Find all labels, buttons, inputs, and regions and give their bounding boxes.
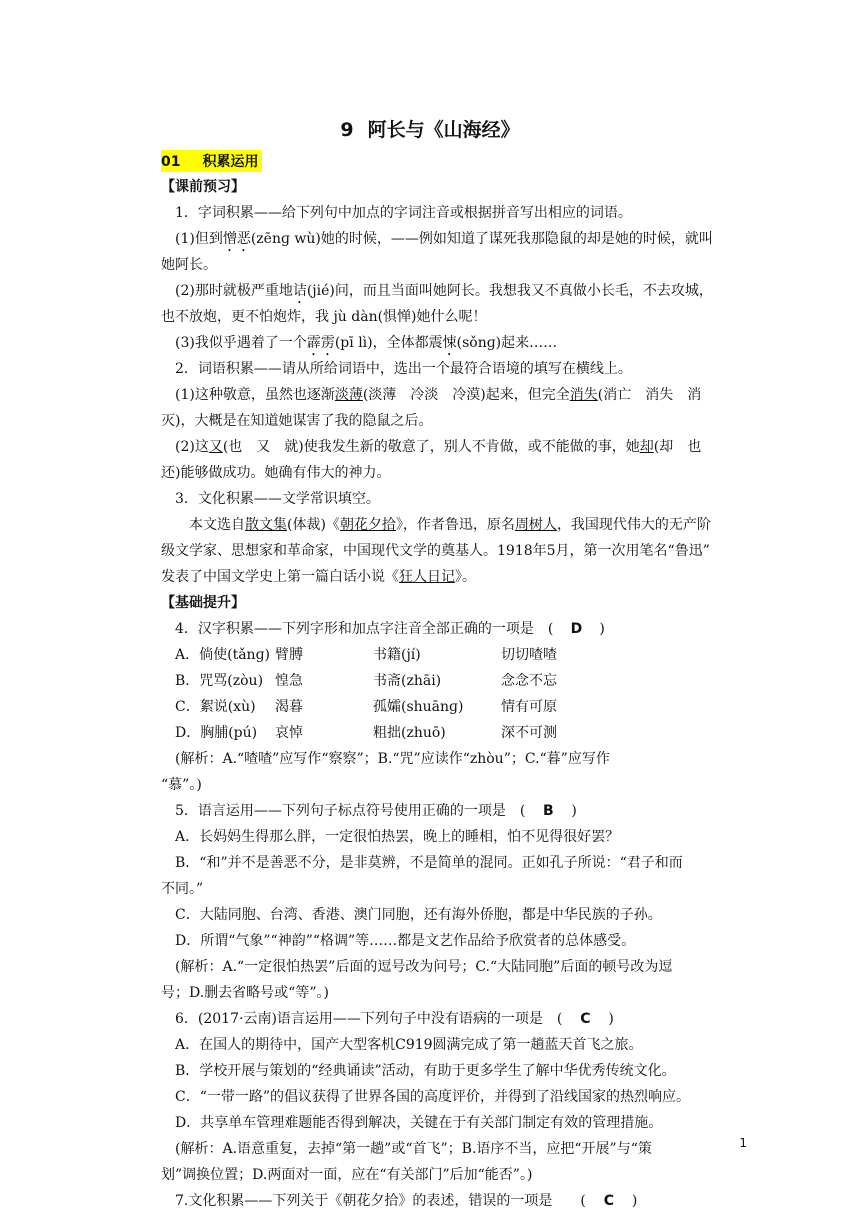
text: A．倘使( xyxy=(175,647,233,663)
q5-option-a: A．长妈妈生得那么胖，一定很怕热罢，晚上的睡相，怕不见得很好罢？ xyxy=(175,829,620,845)
option-cell: 深不可测 xyxy=(501,725,557,741)
lesson-title: 阿长与《山海经》 xyxy=(367,119,520,141)
text: (消亡 消失 消 xyxy=(597,387,702,403)
lesson-number: 9 xyxy=(340,119,354,141)
option-cell: 渴暮 xyxy=(275,699,303,715)
answer: B xyxy=(543,803,554,819)
text: ) xyxy=(631,1193,638,1209)
q6-note: (解析：A.语意重复，去掉“第一趟”或“首飞”；B.语序不当，应把“开展”与“策 xyxy=(175,1141,652,1157)
answer: 周树人 xyxy=(514,517,557,533)
page-number: 1 xyxy=(739,1136,747,1150)
text: 发表了中国文学史上第一篇白话小说《 xyxy=(161,569,399,585)
text: (jié)问，而且当面叫她阿长。我想我又不真做小长毛，不去攻城， xyxy=(306,283,713,299)
text: 7.文化积累——下列关于《朝花夕拾》的表述，错误的一项是 ( xyxy=(175,1193,586,1209)
text: 4．汉字积累——下列字形和加点字注音全部正确的一项是 ( xyxy=(175,621,554,637)
q4-stem xyxy=(161,616,741,642)
answer: 消失 xyxy=(569,387,598,403)
option-cell: 书斋(zhāi) xyxy=(373,673,442,689)
q6-option-a: A．在国人的期待中，国产大型客机C919圆满完成了第一趟蓝天首飞之旅。 xyxy=(175,1037,643,1053)
section-header xyxy=(161,150,262,172)
option-cell: B．咒骂(zòu) xyxy=(175,673,264,689)
q4-option-a xyxy=(161,642,741,668)
answer: 惧惮 xyxy=(383,309,412,325)
option-cell: C．絮说(xù) xyxy=(175,699,256,715)
text: ) xyxy=(571,803,577,819)
option-cell: 粗拙(zhuō) xyxy=(373,725,446,741)
answer: 散文集 xyxy=(245,517,287,533)
q2-l4: 还)能够做成功。她确有伟大的神力。 xyxy=(161,465,391,481)
option-cell xyxy=(175,642,275,668)
q3-stem: 3．文化积累——文学常识填空。 xyxy=(175,491,380,507)
option-cell: 惶急 xyxy=(275,673,303,689)
q6-note-cont: 划”调换位置；D.两面对一面，应在“有关部门”后加“能否”。) xyxy=(161,1167,533,1183)
answer: 狂人日记 xyxy=(399,569,455,585)
q4-note: (解析：A.“喳喳”应写作“察察”；B.“咒”应读作“zhòu”；C.“暮”应写作 xyxy=(175,751,610,767)
answer: C xyxy=(603,1193,614,1209)
answer: 又 xyxy=(208,439,223,455)
text: 5．语言运用——下列句子标点符号使用正确的一项是 ( xyxy=(175,803,526,819)
text: (1)但到 xyxy=(175,231,223,247)
q1-s1 xyxy=(161,226,741,252)
text: (1)这种敬意，虽然也逐渐 xyxy=(175,387,335,403)
q6-option-d: D．共享单车管理难题能否得到解决，关键在于有关部门制定有效的管理措施。 xyxy=(175,1115,663,1131)
q3-l1 xyxy=(161,512,741,538)
option-cell: D．胸脯(pú) xyxy=(175,725,258,741)
option-cell: 孤孀(shuānɡ) xyxy=(373,699,464,715)
q2-stem: 2．词语积累——请从所给词语中，选出一个最符合语境的填写在横线上。 xyxy=(175,361,632,377)
dotted-word: 霹雳 xyxy=(306,335,335,351)
q5-note-cont: 号；D.删去省略号或“等”。) xyxy=(161,985,329,1001)
text: (pī lì)，全体都震 xyxy=(334,335,443,351)
q6-option-b: B．学校开展与策划的“经典诵读”活动，有助于更多学生了解中华优秀传统文化。 xyxy=(175,1063,676,1079)
q1-s1-cont: 她阿长。 xyxy=(161,257,217,273)
q1-stem: 1．字词积累——给下列句中加点的字词注音或根据拼音写出相应的词语。 xyxy=(175,205,632,221)
text: (也 又 就)使我发生新的敬意了，别人不肯做，或不能做的事，她 xyxy=(222,439,640,455)
text: 》，作者鲁迅，原名 xyxy=(395,517,515,533)
q6-option-c: C．“一带一路”的倡议获得了世界各国的高度评价，并得到了沿线国家的热烈响应。 xyxy=(175,1089,691,1105)
q1-s2-cont xyxy=(161,304,741,330)
q2-l1 xyxy=(161,382,741,408)
answer: 淡薄 xyxy=(334,387,363,403)
text: 6．(2017·云南)语言运用——下列句子中没有语病的一项是 ( xyxy=(175,1011,563,1027)
text: )她什么呢！ xyxy=(411,309,487,325)
q1-s3 xyxy=(161,330,741,356)
text: (sǒnɡ)起来…… xyxy=(456,335,558,351)
answer: 却 xyxy=(639,439,654,455)
text: (3)我似乎遇着了一个 xyxy=(175,335,307,351)
answer: D xyxy=(570,621,583,637)
text: ，我国现代伟大的无产阶 xyxy=(556,517,711,533)
dotted-word: 诘 xyxy=(292,283,307,299)
q1-s2 xyxy=(161,278,741,304)
q6-stem xyxy=(161,1006,741,1032)
preview-header: 【课前预习】 xyxy=(161,179,245,195)
text: ) xyxy=(599,621,605,637)
page-title xyxy=(0,115,860,142)
section-number: 01 xyxy=(161,154,181,170)
text: (却 也 xyxy=(653,439,702,455)
text: (体裁)《 xyxy=(287,517,340,533)
text: 也不放炮，更不怕炮炸，我 jù dàn( xyxy=(161,309,384,325)
option-cell: 念念不忘 xyxy=(501,673,557,689)
text: 》。 xyxy=(455,569,476,585)
q7-stem xyxy=(161,1188,741,1214)
option-cell: 切切喳喳 xyxy=(501,647,557,663)
section-label: 积累运用 xyxy=(202,154,259,170)
exercise-content xyxy=(161,174,741,1214)
text: (2)这 xyxy=(175,439,209,455)
q5-option-b: B．“和”并不是善恶不分，是非莫辨，不是简单的混同。正如孔子所说：“君子和而 xyxy=(175,855,683,871)
text: tǎnɡ) xyxy=(232,647,270,663)
answer: C xyxy=(580,1011,591,1027)
text: (zēnɡ wù)她的时候，——例如知道了谋死我那隐鼠的却是她的时候，就叫 xyxy=(250,231,713,247)
q5-option-d: D．所谓“气象”“神韵”“格调”等……都是文艺作品给予欣赏者的总体感受。 xyxy=(175,933,636,949)
q2-l3 xyxy=(161,434,741,460)
dotted-word: 悚 xyxy=(442,335,457,351)
q4-option-d xyxy=(161,720,741,746)
q5-option-c: C．大陆同胞、台湾、香港、澳门同胞，还有海外侨胞，都是中华民族的子孙。 xyxy=(175,907,662,923)
text: ) xyxy=(608,1011,614,1027)
q3-l2: 级文学家、思想家和革命家，中国现代文学的奠基人。1918年5月，第一次用笔名“鲁迅” xyxy=(161,543,710,559)
q5-stem xyxy=(161,798,741,824)
q4-note-cont: “慕”。) xyxy=(161,777,202,793)
q5-note: (解析：A.“一定很怕热罢”后面的逗号改为问号；C.“大陆同胞”后面的顿号改为逗 xyxy=(175,959,673,975)
improve-header: 【基础提升】 xyxy=(161,595,245,611)
option-cell: 臂膊 xyxy=(275,647,303,663)
q2-l2: 灭)，大概是在知道她谋害了我的隐鼠之后。 xyxy=(161,413,433,429)
option-cell: 情有可原 xyxy=(501,699,557,715)
answer: 朝花夕拾 xyxy=(339,517,396,533)
text: (淡薄 冷淡 冷漠)起来，但完全 xyxy=(362,387,570,403)
text: (2)那时就极严重地 xyxy=(175,283,293,299)
q5-option-b-cont: 不同。” xyxy=(161,881,204,897)
q4-option-b xyxy=(161,668,741,694)
option-cell: 书籍(jí) xyxy=(373,647,421,663)
option-cell: 哀悼 xyxy=(275,725,303,741)
dotted-word: 憎恶 xyxy=(222,231,251,247)
text: 本文选自 xyxy=(189,517,245,533)
q3-l3 xyxy=(161,564,741,590)
q4-option-c xyxy=(161,694,741,720)
